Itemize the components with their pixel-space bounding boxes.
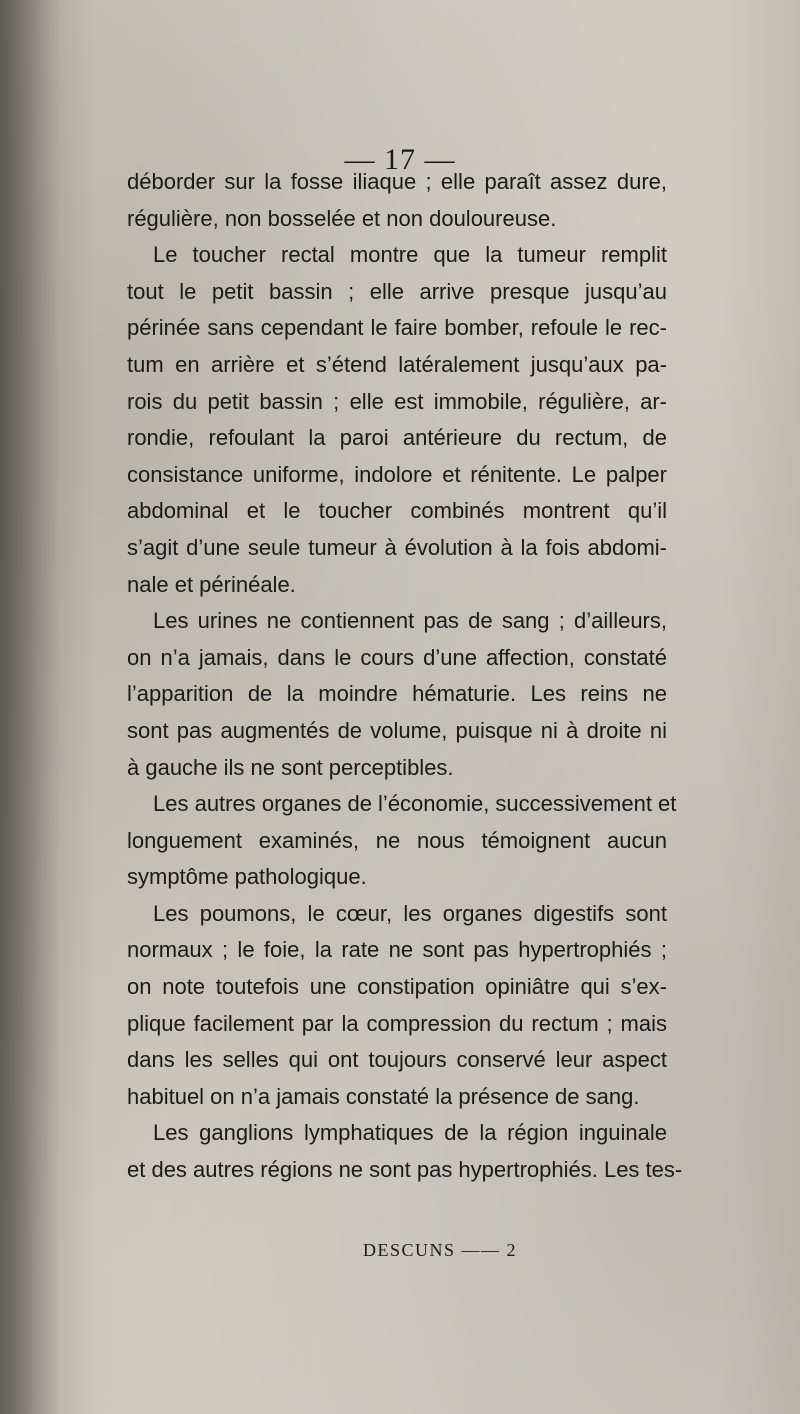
text-line: plique facilement par la compression du rectum ; mais	[127, 1010, 667, 1036]
text-line: et des autres régions ne sont pas hypertrophiés. Les tes-	[127, 1157, 683, 1183]
text-line: nale et périnéale.	[127, 571, 296, 597]
text-line: l’apparition de la moindre hématurie. Les reins ne	[127, 681, 667, 707]
text-line: rois du petit bassin ; elle est immobile, régulière, ar-	[127, 388, 667, 414]
text-line: dans les selles qui ont toujours conservé leur aspect	[127, 1047, 667, 1073]
text-line: tout le petit bassin ; elle arrive presque jusqu’au	[127, 278, 667, 304]
text-line: régulière, non bosselée et non douloureuse.	[127, 205, 557, 231]
text-line: tum en arrière et s’étend latéralement jusqu’aux pa-	[127, 351, 667, 377]
text-line: normaux ; le foie, la rate ne sont pas hypertrophiés ;	[127, 937, 667, 963]
text-line: longuement examinés, ne nous témoignent aucun	[127, 827, 667, 853]
text-line: abdominal et le toucher combinés montrent qu’il	[127, 498, 667, 524]
text-line: consistance uniforme, indolore et rénitente. Le palper	[127, 461, 667, 487]
body-text	[127, 164, 683, 1189]
text-line: Les ganglions lymphatiques de la région inguinale	[153, 1120, 667, 1146]
text-line: on n’a jamais, dans le cours d’une affection, constaté	[127, 644, 667, 670]
text-line: on note toutefois une constipation opiniâtre qui s’ex-	[127, 974, 667, 1000]
text-line: sont pas augmentés de volume, puisque ni à droite ni	[127, 717, 667, 743]
text-line: Les urines ne contiennent pas de sang ; d’ailleurs,	[153, 608, 667, 634]
text-line: Le toucher rectal montre que la tumeur remplit	[153, 242, 667, 268]
text-line: s’agit d’une seule tumeur à évolution à la fois abdomi-	[127, 534, 667, 560]
text-line: Les poumons, le cœur, les organes digestifs sont	[153, 900, 667, 926]
text-line: rondie, refoulant la paroi antérieure du rectum, de	[127, 425, 667, 451]
page-spine-shadow	[0, 0, 60, 1414]
text-line: Les autres organes de l’économie, successivement et	[153, 791, 677, 817]
text-line: à gauche ils ne sont perceptibles.	[127, 754, 454, 780]
text-line: symptôme pathologique.	[127, 864, 367, 890]
text-line: habituel on n’a jamais constaté la présence de sang.	[127, 1083, 640, 1109]
signature-mark: DESCUNS —— 2	[362, 1240, 518, 1260]
text-line: périnée sans cependant le faire bomber, refoule le rec-	[127, 315, 667, 341]
page-number: — 17 —	[344, 143, 456, 176]
text-line: déborder sur la fosse iliaque ; elle paraît assez dure,	[127, 169, 667, 194]
